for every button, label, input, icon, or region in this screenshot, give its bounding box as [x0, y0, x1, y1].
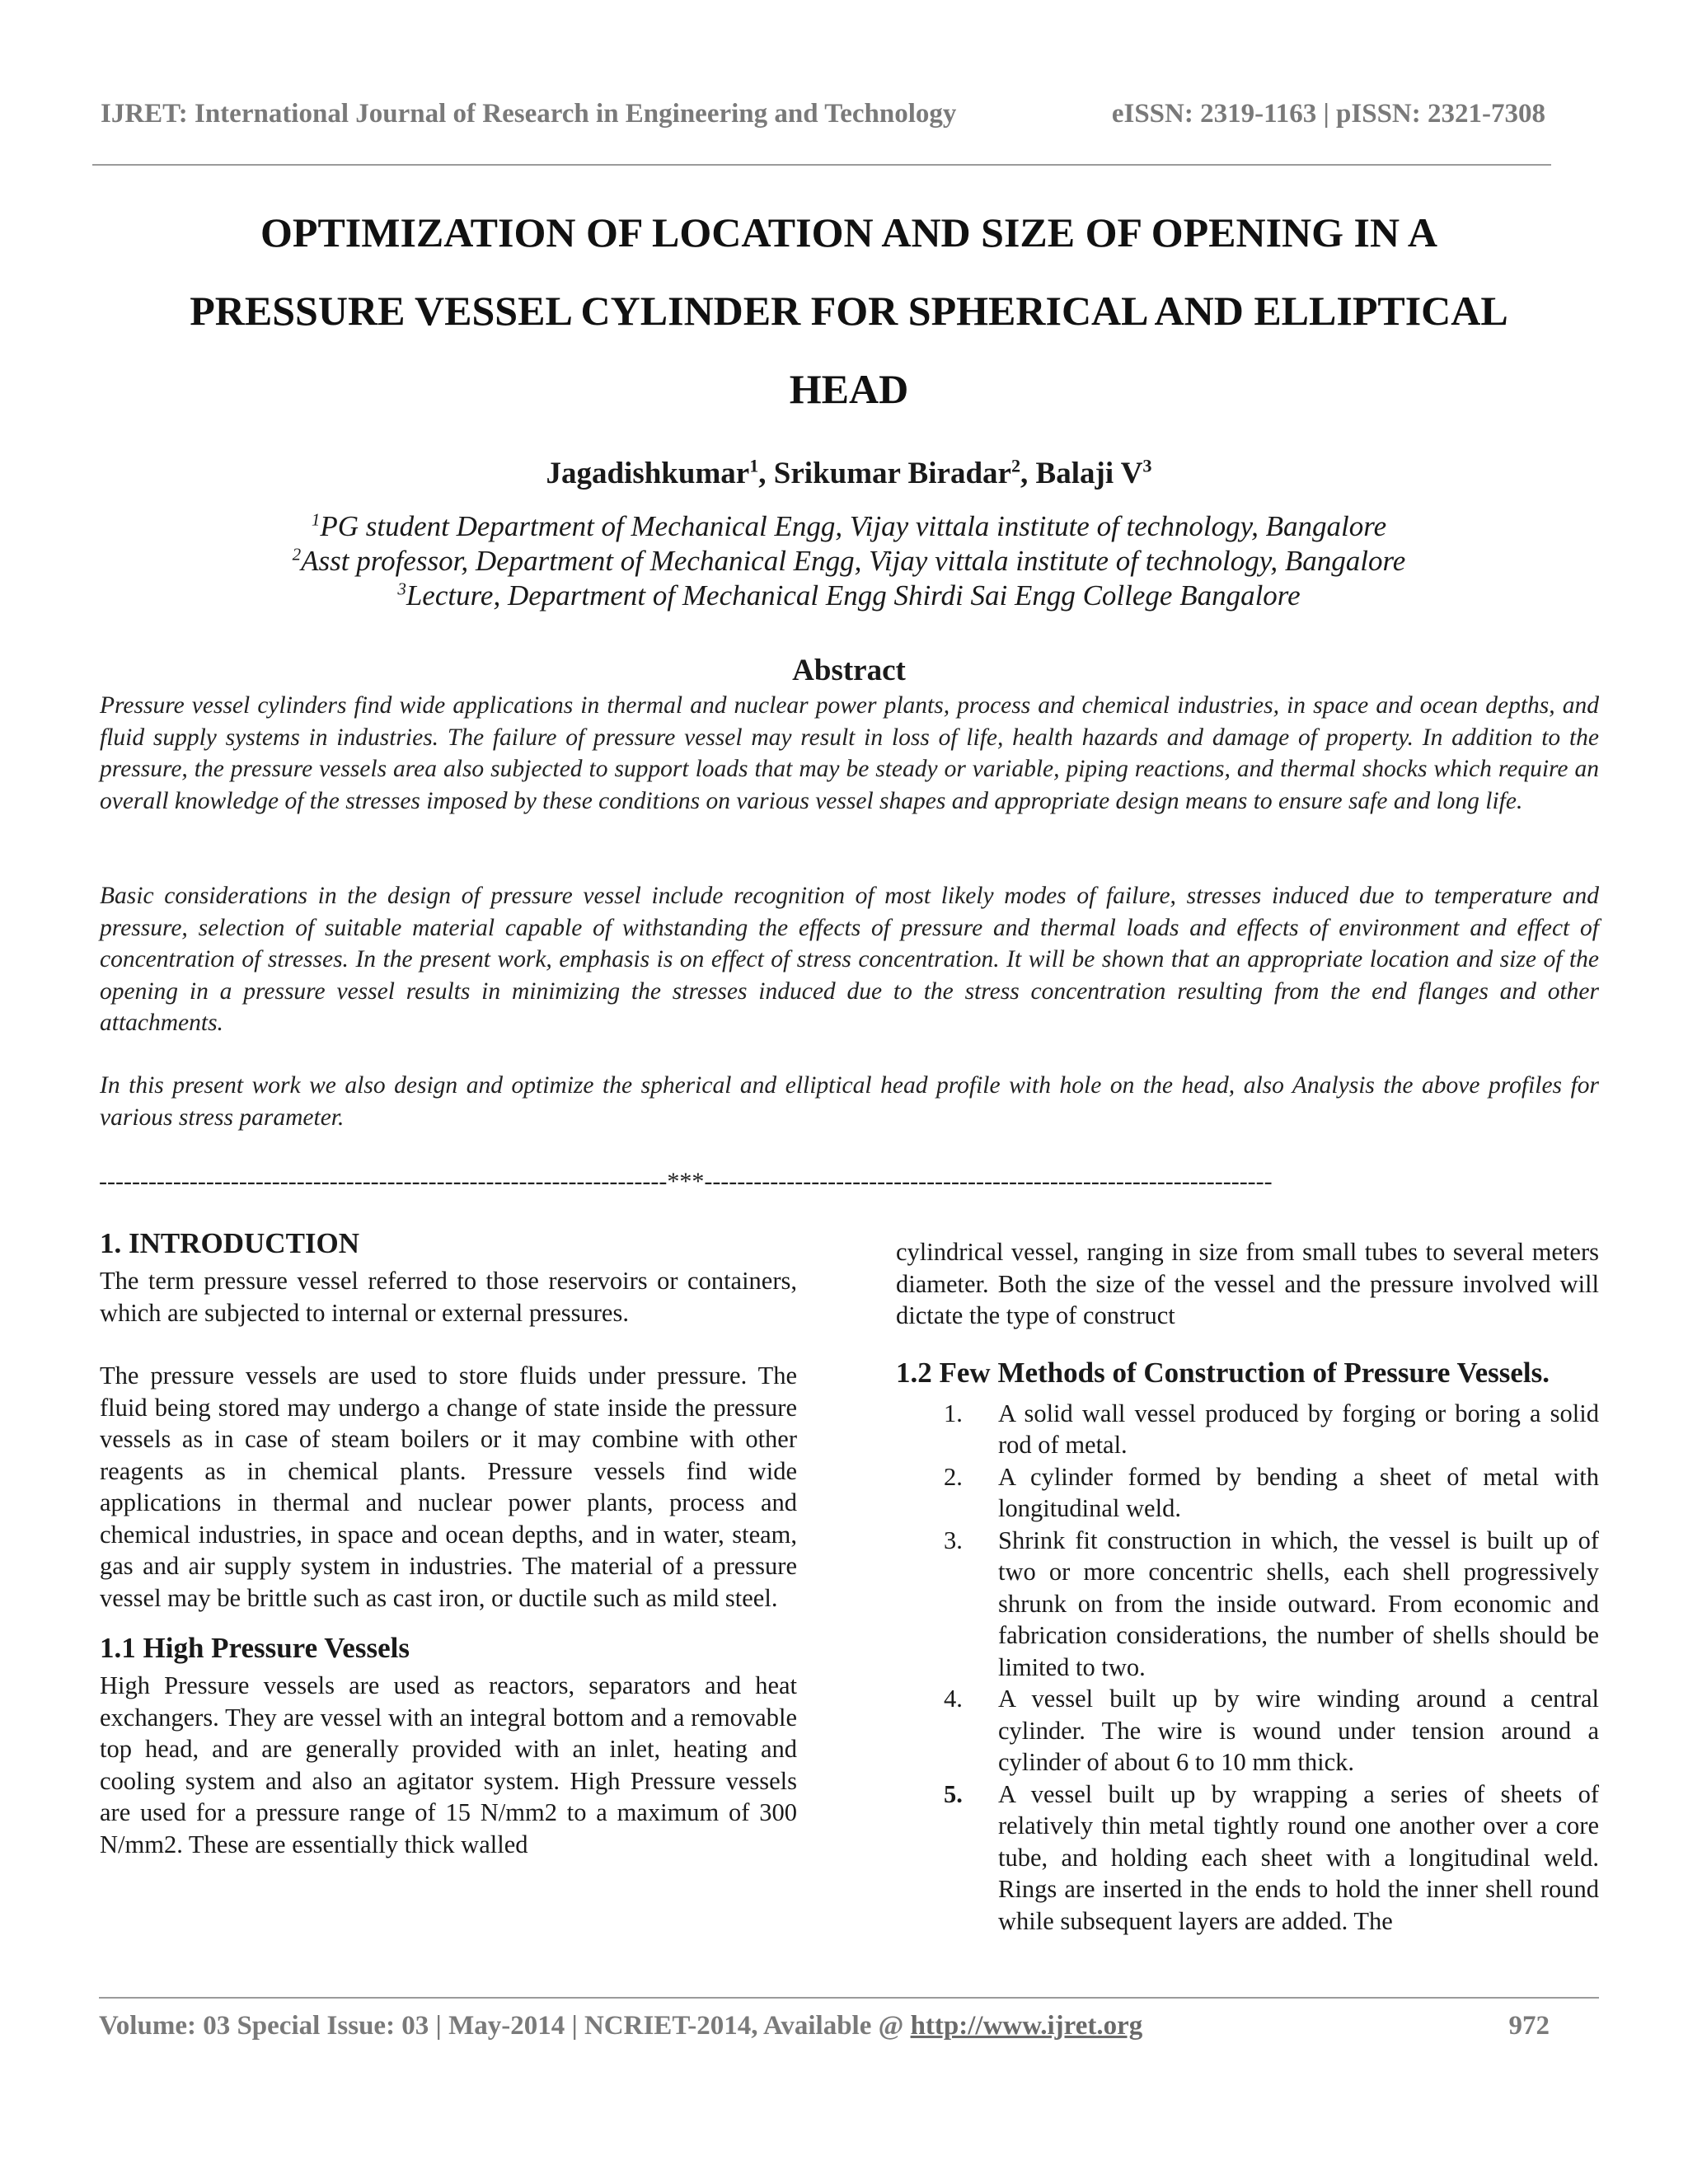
footer-rule: [99, 1997, 1599, 1999]
list-text: A vessel built up by wrapping a series of sheets of relatively thin metal tightly round one another over a core tube, and holding each sheet with a longitudinal weld. Rings are inserted in the ends to hold the inner shell round while subsequent layers are added. The: [998, 1779, 1599, 1935]
list-number: 1.: [944, 1399, 963, 1427]
affiliation-3: [99, 579, 1599, 612]
high-pressure-paragraph: High Pressure vessels are used as reactors, separators and heat exchangers. They are vessel with an integral bottom and a removable top head, and are generally provided with an inlet, heating and cooling system and also an agitator system. High Pressure vessels are used for a pressure range of 15 N/mm2 to a maximum of 300 N/mm2. These are essentially thick walled: [100, 1671, 797, 1858]
affiliation-text: PG student Department of Mechanical Engg, Vijay vittala institute of technology, Bangalore: [320, 510, 1387, 542]
list-item: [896, 1461, 1599, 1525]
running-header: [95, 99, 1545, 140]
abstract-heading: Abstract: [792, 654, 906, 687]
high-pressure-heading: 1.1 High Pressure Vessels: [100, 1632, 410, 1664]
introduction-paragraph-1: The term pressure vessel referred to those reservoirs or containers, which are subjected to internal or external pressures.: [100, 1267, 797, 1327]
abstract-paragraph-1: Pressure vessel cylinders find wide applications in thermal and nuclear power plants, process and chemical industries, in space and ocean depths, and fluid supply systems in industries. The failure of pressure vessel may result in loss of life, health hazards and damage of property. In addition to the pressure, the pressure vessels area also subjected to support loads that may be steady or variable, piping reactions, and thermal shocks which require an overall knowledge of the stresses imposed by these conditions on various vessel shapes and appropriate design means to ensure safe and long life.: [100, 692, 1599, 814]
author-list: [99, 456, 1599, 491]
affiliation-superscript: 1: [311, 509, 321, 530]
list-number: 5.: [944, 1779, 963, 1808]
left-column: [100, 1222, 797, 1860]
author-superscript: 2: [1010, 455, 1021, 476]
author-separator: ,: [1020, 457, 1036, 490]
author-separator: ,: [758, 457, 774, 490]
list-text: A solid wall vessel produced by forging or boring a solid rod of metal.: [998, 1399, 1599, 1459]
section-separator: ---------------------------------------------------------------------***---------------------------------------------------------------------: [99, 1168, 1273, 1195]
author-name: Jagadishkumar: [546, 457, 750, 490]
issn-text: eISSN: 2319-1163 | pISSN: 2321-7308: [1111, 99, 1545, 129]
title-line-3: HEAD: [789, 366, 909, 412]
author-superscript: 1: [749, 455, 759, 476]
footer-volume-text: Volume: 03 Special Issue: 03 | May-2014 | NCRIET-2014, Available @: [99, 2011, 911, 2041]
journal-name: IJRET: International Journal of Research in Engineering and Technology: [101, 99, 957, 129]
construction-methods-list: [896, 1398, 1599, 1938]
journal-website-link[interactable]: http://www.ijret.org: [910, 2011, 1143, 2041]
author-name: Srikumar Biradar: [773, 457, 1011, 490]
list-item: [896, 1779, 1599, 1938]
paper-title: [99, 194, 1599, 429]
author-name: Balaji V: [1035, 457, 1143, 490]
list-item: [896, 1525, 1599, 1684]
header-rule: [92, 164, 1551, 166]
affiliation-superscript: 3: [397, 579, 406, 599]
page-number: 972: [1508, 2011, 1550, 2041]
right-column: [896, 1236, 1599, 1937]
list-text: A vessel built up by wire winding around a central cylinder. The wire is wound under tension around a cylinder of about 6 to 10 mm thick.: [998, 1685, 1599, 1776]
list-number: 3.: [944, 1526, 963, 1554]
affiliation-1: [99, 510, 1599, 543]
abstract-paragraph-3: In this present work we also design and optimize the spherical and elliptical head profile with hole on the head, also Analysis the above profiles for various stress parameter.: [100, 1072, 1599, 1131]
list-item: [896, 1683, 1599, 1779]
continued-paragraph: cylindrical vessel, ranging in size from small tubes to several meters diameter. Both the size of the vessel and the pressure involved will dictate the type of construct: [896, 1238, 1599, 1329]
list-text: Shrink fit construction in which, the vessel is built up of two or more concentric shells, each shell progressively shrunk on from the inside outward. From economic and fabrication considerations, the number of shells should be limited to two.: [998, 1526, 1599, 1681]
affiliation-superscript: 2: [292, 544, 302, 565]
list-number: 4.: [944, 1685, 963, 1713]
title-line-2: PRESSURE VESSEL CYLINDER FOR SPHERICAL AND ELLIPTICAL: [190, 288, 1508, 334]
affiliation-text: Lecture, Department of Mechanical Engg Shirdi Sai Engg College Bangalore: [406, 579, 1301, 612]
list-item: [896, 1398, 1599, 1461]
construction-methods-heading: 1.2 Few Methods of Construction of Pressure Vessels.: [896, 1356, 1550, 1389]
list-text: A cylinder formed by bending a sheet of metal with longitudinal weld.: [998, 1462, 1599, 1522]
introduction-paragraph-2: The pressure vessels are used to store fluids under pressure. The fluid being stored may undergo a change of state inside the pressure vessels as in case of steam boilers or it may combine with other reagents as in chemical plants. Pressure vessels find wide applications in thermal and nuclear power plants, process and chemical industries, in space and ocean depths, and in water, steam, gas and air supply system in industries. The material of a pressure vessel may be brittle such as cast iron, or ductile such as mild steel.: [100, 1361, 797, 1612]
introduction-heading: 1. INTRODUCTION: [100, 1227, 360, 1259]
title-line-1: OPTIMIZATION OF LOCATION AND SIZE OF OPENING IN A: [260, 209, 1437, 255]
list-number: 2.: [944, 1462, 963, 1491]
affiliation-text: Asst professor, Department of Mechanical Engg, Vijay vittala institute of technology, Bangalore: [301, 545, 1406, 577]
footer-info: [99, 2011, 1142, 2041]
author-superscript: 3: [1142, 455, 1152, 476]
affiliation-2: [99, 545, 1599, 578]
abstract-paragraph-2: Basic considerations in the design of pressure vessel include recognition of most likely modes of failure, stresses induced due to temperature and pressure, selection of suitable material capable of withstanding the effects of pressure and thermal loads and effects of environment and effect of concentration of stresses. In the present work, emphasis is on effect of stress concentration. It will be shown that an appropriate location and size of the opening in a pressure vessel results in minimizing the stresses induced due to the stress concentration resulting from the end flanges and other attachments.: [100, 883, 1599, 1036]
